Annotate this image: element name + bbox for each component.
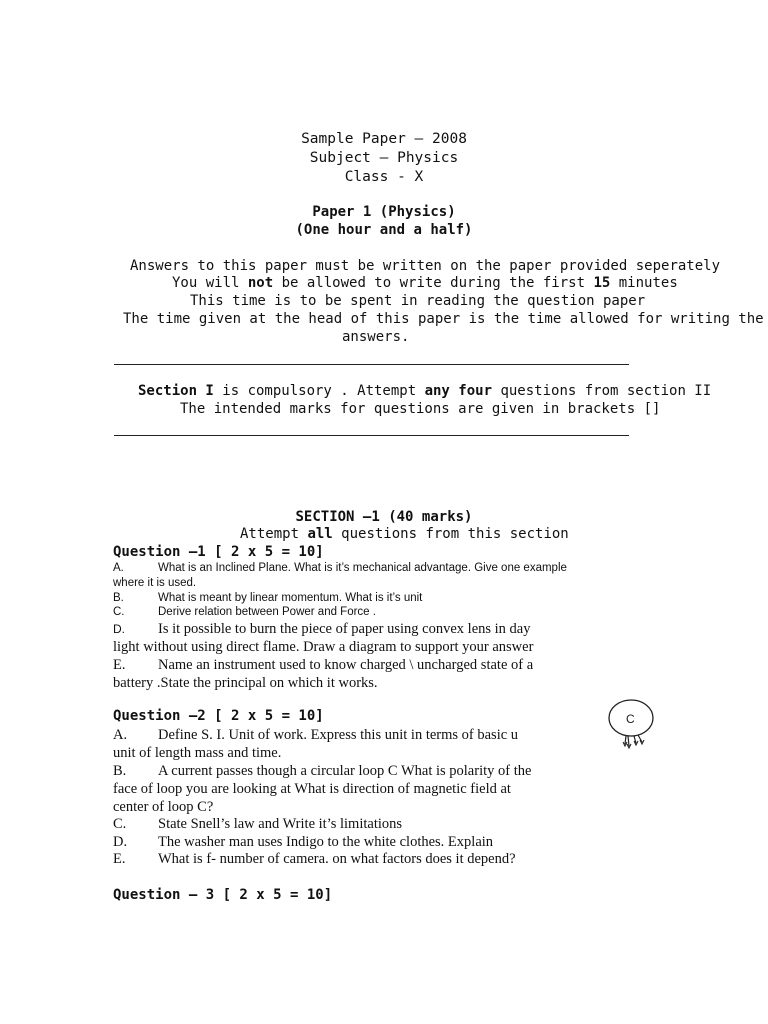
divider-bottom	[114, 435, 629, 436]
q2-a-text: Define S. I. Unit of work. Express this unit in terms of basic u	[158, 727, 519, 743]
paper-duration: (One hour and a half)	[295, 222, 473, 238]
q2-item-e	[113, 851, 516, 868]
q1-a-continued: where it is used.	[113, 577, 197, 589]
section-sub-post: questions from this section	[332, 526, 569, 542]
paper-name: Paper 1 (Physics)	[312, 204, 456, 220]
q2-e-label: E.	[113, 851, 126, 867]
section-note-text-2: questions from section II	[492, 383, 712, 399]
q2-c-text: State Snell’s law and Write it’s limitations	[158, 816, 403, 832]
q1-item-e	[113, 657, 533, 674]
instruction-2-num: 15	[593, 275, 611, 291]
q1-item-c	[113, 606, 376, 618]
section-note-line-2: The intended marks for questions are given in brackets []	[180, 401, 661, 417]
section-sub-all: all	[307, 526, 333, 542]
q2-item-c	[113, 816, 402, 833]
divider-top	[114, 364, 629, 365]
current-loop-diagram	[600, 696, 660, 756]
loop-label: C	[626, 712, 635, 726]
instruction-line-2	[172, 275, 678, 291]
q1-e-continued: battery .State the principal on which it works.	[113, 675, 378, 691]
subject-line: Subject – Physics	[309, 150, 459, 166]
class-line: Class - X	[344, 169, 424, 185]
section-note-bold-1: Section I	[138, 383, 214, 399]
question-3-title: Question – 3 [ 2 x 5 = 10]	[113, 887, 333, 903]
q1-c-text: Derive relation between Power and Force .	[158, 606, 376, 618]
q2-a-continued: unit of length mass and time.	[113, 745, 282, 761]
loop-arrows	[623, 740, 644, 748]
section-subheading	[240, 526, 569, 542]
q1-b-label: B.	[113, 592, 124, 604]
q2-d-text: The washer man uses Indigo to the white clothes. Explain	[158, 834, 494, 850]
instruction-line-1: Answers to this paper must be written on the paper provided seperately	[130, 258, 721, 274]
instruction-2-post: minutes	[610, 275, 678, 291]
q1-d-text: Is it possible to burn the piece of paper using convex lens in day	[158, 621, 531, 637]
instruction-line-5: answers.	[342, 329, 410, 345]
q2-item-d	[113, 834, 493, 851]
q1-e-text: Name an instrument used to know charged \ uncharged state of a	[158, 657, 534, 673]
instruction-line-4: The time given at the head of this paper is the time allowed for writing the	[123, 311, 764, 327]
section-note-bold-2: any four	[424, 383, 493, 399]
q2-d-label: D.	[113, 834, 128, 850]
q2-b-continued-2: center of loop C?	[113, 799, 214, 815]
question-2-title: Question –2 [ 2 x 5 = 10]	[113, 708, 324, 724]
q2-a-label: A.	[113, 727, 128, 743]
q1-a-text: What is an Inclined Plane. What is it’s mechanical advantage. Give one example	[158, 562, 567, 574]
q1-d-continued: light without using direct flame. Draw a diagram to support your answer	[113, 639, 534, 655]
q2-c-label: C.	[113, 816, 127, 832]
section-note-line-1	[138, 383, 711, 399]
q1-item-a	[113, 562, 567, 574]
q1-c-label: C.	[113, 606, 125, 618]
instruction-line-3: This time is to be spent in reading the question paper	[190, 293, 646, 309]
q1-a-label: A.	[113, 562, 124, 574]
section-note-text-1: is compulsory . Attempt	[213, 383, 425, 399]
instruction-2-not: not	[247, 275, 274, 291]
q1-d-label: D.	[113, 622, 125, 636]
q2-item-b	[113, 763, 531, 780]
q1-b-text: What is meant by linear momentum. What is it’s unit	[158, 592, 423, 604]
paper-title: Sample Paper – 2008	[301, 131, 467, 147]
q2-b-label: B.	[113, 763, 127, 779]
instruction-2-pre: You will	[172, 275, 248, 291]
section-heading: SECTION –1 (40 marks)	[295, 509, 473, 525]
q1-item-b	[113, 592, 422, 604]
q2-b-continued-1: face of loop you are looking at What is direction of magnetic field at	[113, 781, 511, 797]
q1-e-label: E.	[113, 657, 126, 673]
q2-b-text: A current passes though a circular loop C What is polarity of the	[158, 763, 532, 779]
q1-item-d	[113, 621, 530, 638]
question-1-title: Question –1 [ 2 x 5 = 10]	[113, 544, 324, 560]
q2-e-text: What is f- number of camera. on what factors does it depend?	[158, 851, 516, 867]
section-sub-pre: Attempt	[240, 526, 308, 542]
instruction-2-mid: be allowed to write during the first	[273, 275, 594, 291]
q2-item-a	[113, 727, 518, 744]
